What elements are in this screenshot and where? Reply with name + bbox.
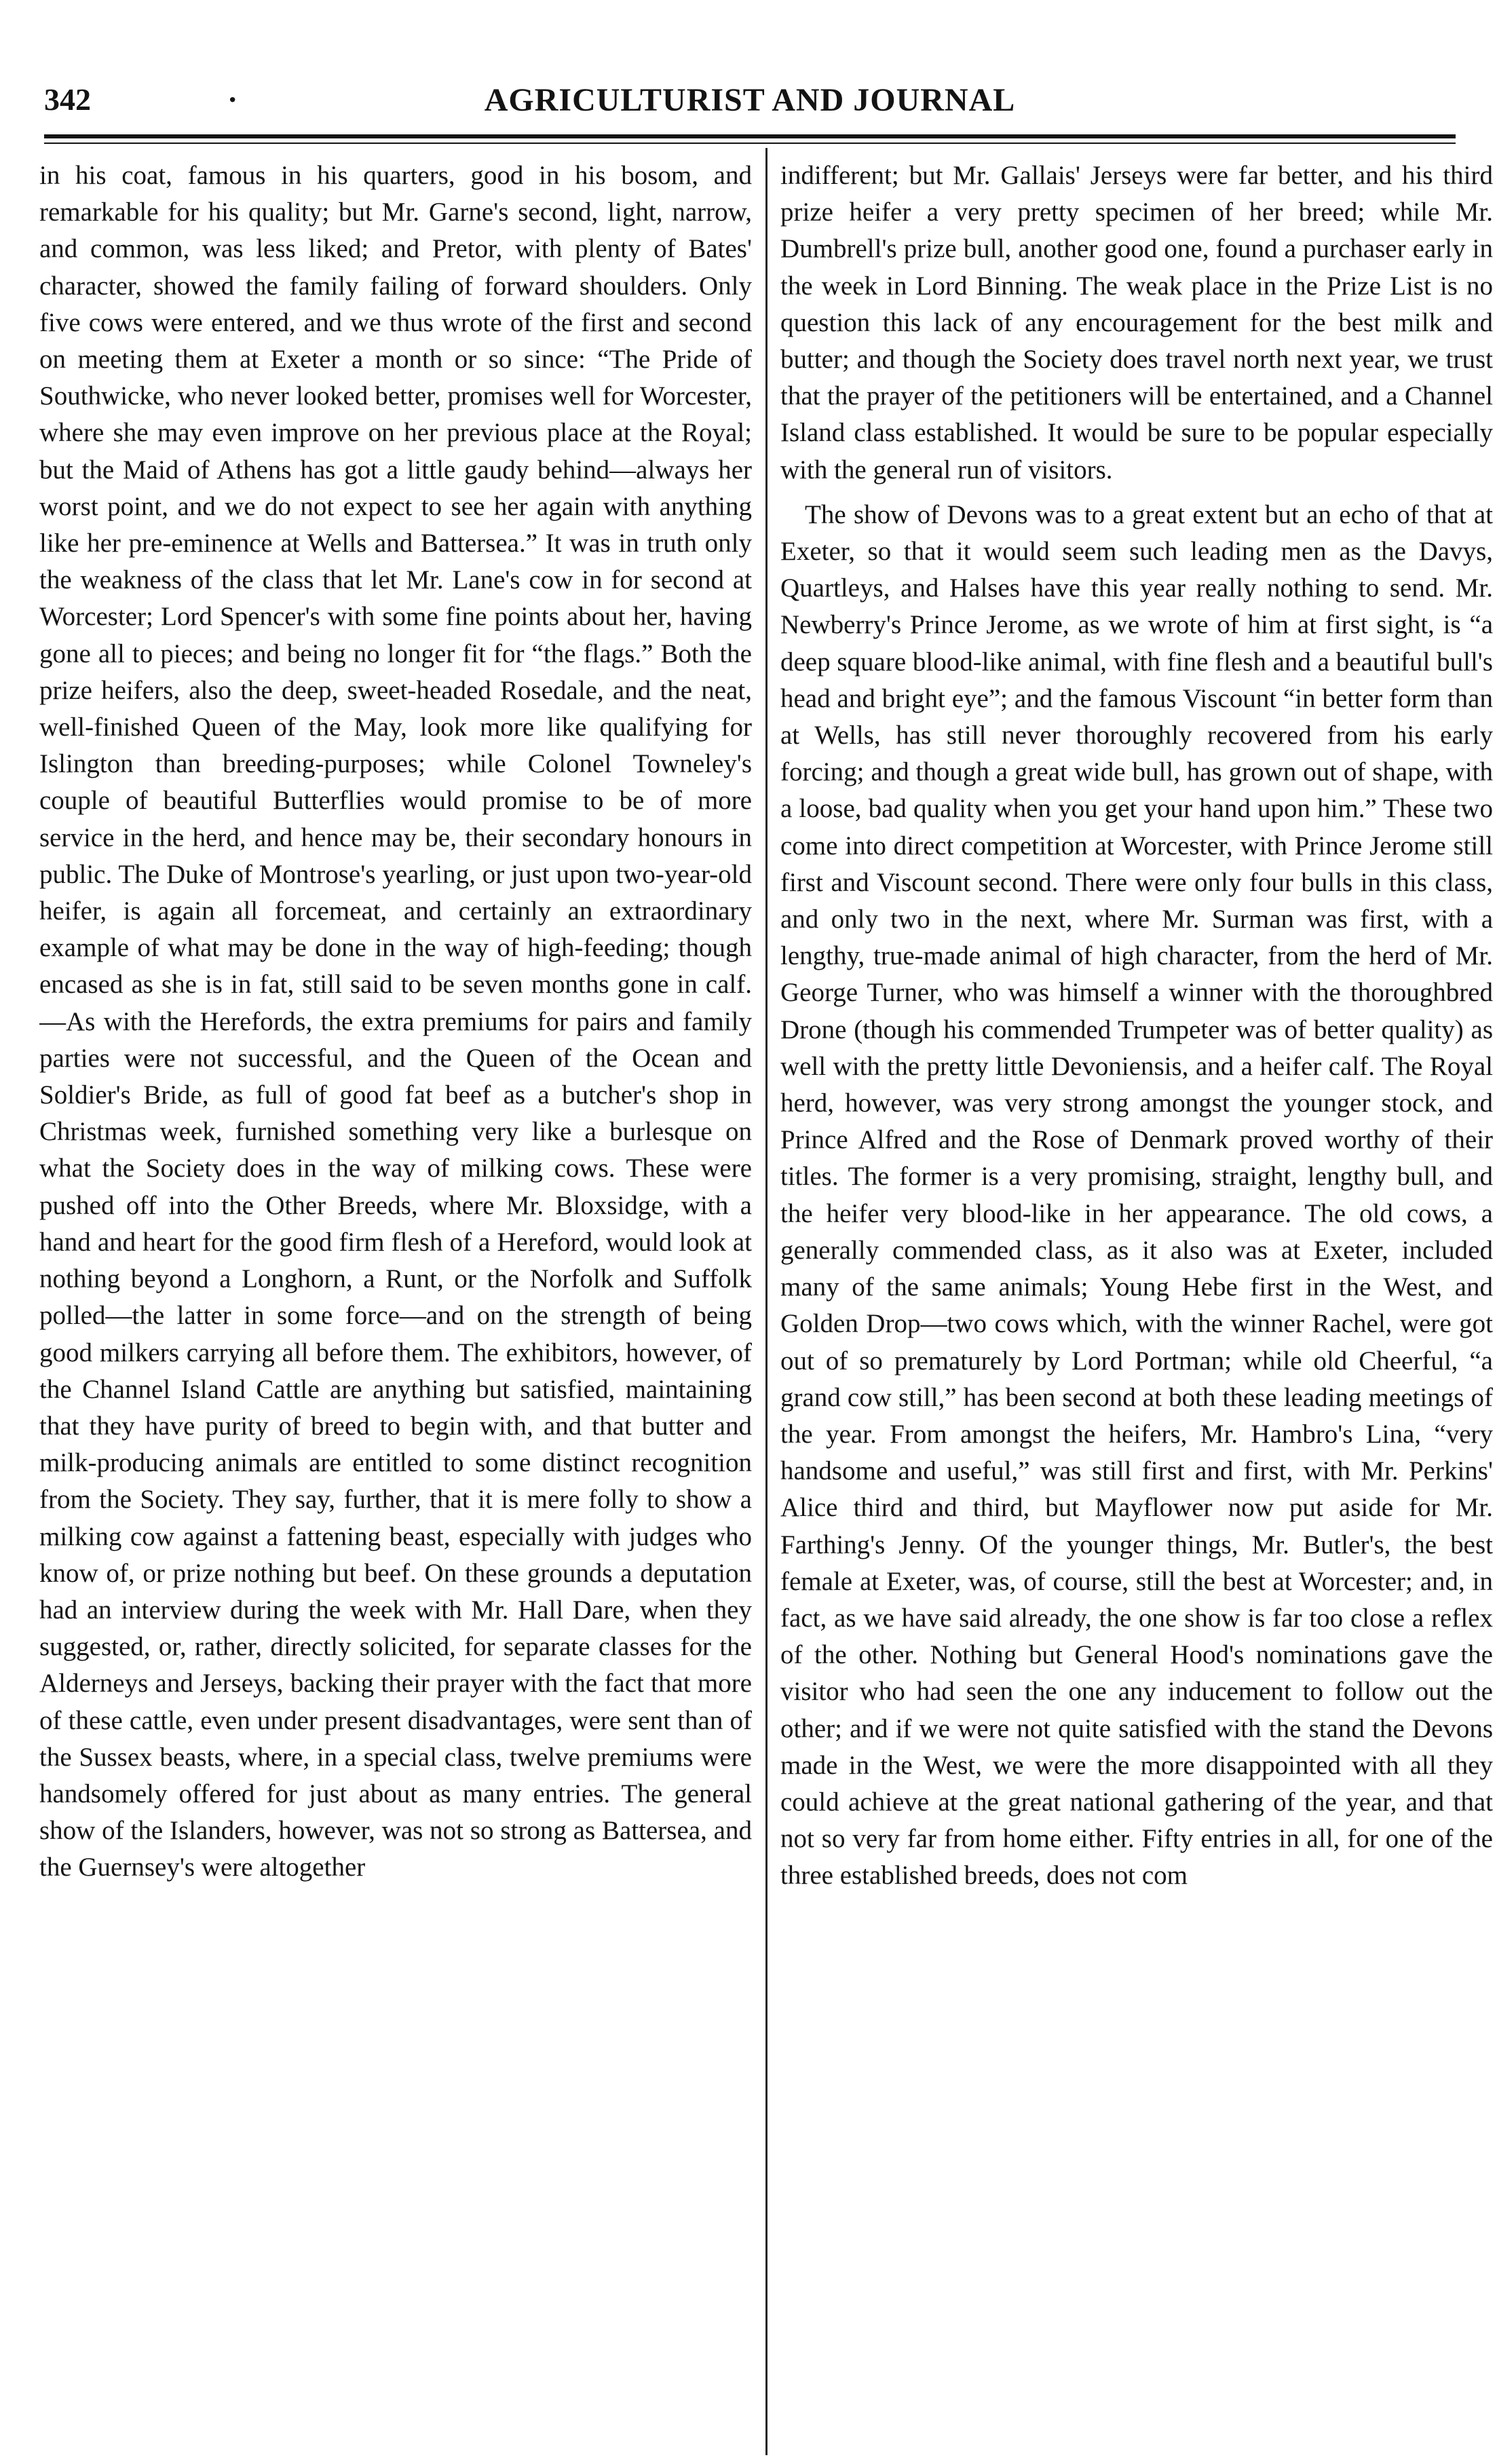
page-number: 342 <box>44 82 91 117</box>
column-divider <box>765 148 768 2455</box>
right-column <box>780 157 1493 2458</box>
header-rule-thin <box>44 143 1456 144</box>
left-column <box>39 157 752 2458</box>
running-title: AGRICULTURIST AND JOURNAL <box>484 82 1016 118</box>
right-paragraph-2: The show of Devons was to a great extent but an echo of that at Exeter, so that it would seem such leading men as the Davys, Quartleys, and Halses have this year really nothing to send. Mr. Newberry's Prince Jerome, as we wrote of him at first sight, is “a deep square blood-like animal, with fine flesh and a beautiful bull's head and bright eye”; and the famous Viscount “in better form than at Wells, has still never thoroughly recovered from his early forcing; and though a great wide bull, has grown out of shape, with a loose, bad quality when you get your hand upon him.” These two come into direct competition at Worcester, with Prince Jerome still first and Viscount second. There were only four bulls in this class, and only two in the next, where Mr. Surman was first, with a lengthy, true-made animal of high character, from the herd of Mr. George Turner, who was himself a winner with the thoroughbred Drone (though his commended Trumpeter was of better quality) as well with the pretty little Devoniensis, and a heifer calf. The Royal herd, however, was very strong amongst the younger stock, and Prince Alfred and the Rose of Denmark proved worthy of their titles. The former is a very promising, straight, lengthy bull, and the heifer very blood-like in her appearance. The old cows, a generally commended class, as it also was at Exeter, included many of the same animals; Young Hebe first in the West, and Golden Drop—two cows which, with the winner Rachel, were got out of so prematurely by Lord Portman; while old Cheerful, “a grand cow still,” has been second at both these leading meetings of the year. From amongst the heifers, Mr. Hambro's Lina, “very handsome and useful,” was still first and first, with Mr. Perkins' Alice third and third, but Mayflower now put aside for Mr. Farthing's Jenny. Of the younger things, Mr. Butler's, the best female at Exeter, was, of course, still the best at Worcester; and, in fact, as we have said already, the one show is far too close a reflex of the other. Nothing but General Hood's nominations gave the visitor who had seen the one any inducement to follow out the other; and if we were not quite satisfied with the stand the Devons made in the West, we were the more disappointed with all they could achieve at the great national gathering of the year, and that not so very far from home either. Fifty entries in all, for one of the three established breeds, does not com <box>780 499 1493 1891</box>
right-paragraph-1: indifferent; but Mr. Gallais' Jerseys were far better, and his third prize heifer a very pretty specimen of her breed; while Mr. Dumbrell's prize bull, another good one, found a purchaser early in the week in Lord Binning. The weak place in the Prize List is no question this lack of any encouragement for the best milk and butter; and though the Society does travel north next year, we trust that the prayer of the petitioners will be entertained, and a Channel Island class established. It would be sure to be popular especially with the general run of visitors. <box>780 161 1493 485</box>
header-bullet: · <box>227 82 238 117</box>
page-header <box>44 81 1456 136</box>
left-paragraph-1: in his coat, famous in his quarters, good in his bosom, and remarkable for his quality; but Mr. Garne's second, light, narrow, and common, was less liked; and Pretor, with plenty of Bates' character, showed the family failing of forward shoulders. Only five cows were entered, and we thus wrote of the first and second on meeting them at Exeter a month or so since: “The Pride of Southwicke, who never looked better, promises well for Worcester, where she may even improve on her previous place at the Royal; but the Maid of Athens has got a little gaudy behind—always her worst point, and we do not expect to see her again with anything like her pre-eminence at Wells and Battersea.” It was in truth only the weakness of the class that let Mr. Lane's cow in for second at Worcester; Lord Spencer's with some fine points about her, having gone all to pieces; and being no longer fit for “the flags.” Both the prize heifers, also the deep, sweet-headed Rosedale, and the neat, well-finished Queen of the May, look more like qualifying for Islington than breeding-purposes; while Colonel Towneley's couple of beautiful Butterflies would promise to be of more service in the herd, and hence may be, their secondary honours in public. The Duke of Montrose's yearling, or just upon two-year-old heifer, is again all forcemeat, and certainly an extraordinary example of what may be done in the way of high-feeding; though encased as she is in fat, still said to be seven months gone in calf.—As with the Herefords, the extra premiums for pairs and family parties were not successful, and the Queen of the Ocean and Soldier's Bride, as full of good fat beef as a butcher's shop in Christmas week, furnished something very like a burlesque on what the Society does in the way of milking cows. These were pushed off into the Other Breeds, where Mr. Bloxsidge, with a hand and heart for the good firm flesh of a Hereford, would look at nothing beyond a Longhorn, a Runt, or the Norfolk and Suffolk polled—the latter in some force—and on the strength of being good milkers carrying all before them. The exhibitors, however, of the Channel Island Cattle are anything but satisfied, maintaining that they have purity of breed to begin with, and that butter and milk-producing animals are entitled to some distinct recognition from the Society. They say, further, that it is mere folly to show a milking cow against a fattening beast, especially with judges who know of, or prize nothing but beef. On these grounds a deputation had an interview during the week with Mr. Hall Dare, when they suggested, or, rather, directly solicited, for separate classes for the Alderneys and Jerseys, backing their prayer with the fact that more of these cattle, even under present disadvantages, were sent than of the Sussex beasts, where, in a special class, twelve premiums were handsomely offered for just about as many entries. The general show of the Islanders, however, was not so strong as Battersea, and the Guernsey's were altogether <box>39 161 752 1882</box>
header-rule-thick <box>44 134 1456 138</box>
